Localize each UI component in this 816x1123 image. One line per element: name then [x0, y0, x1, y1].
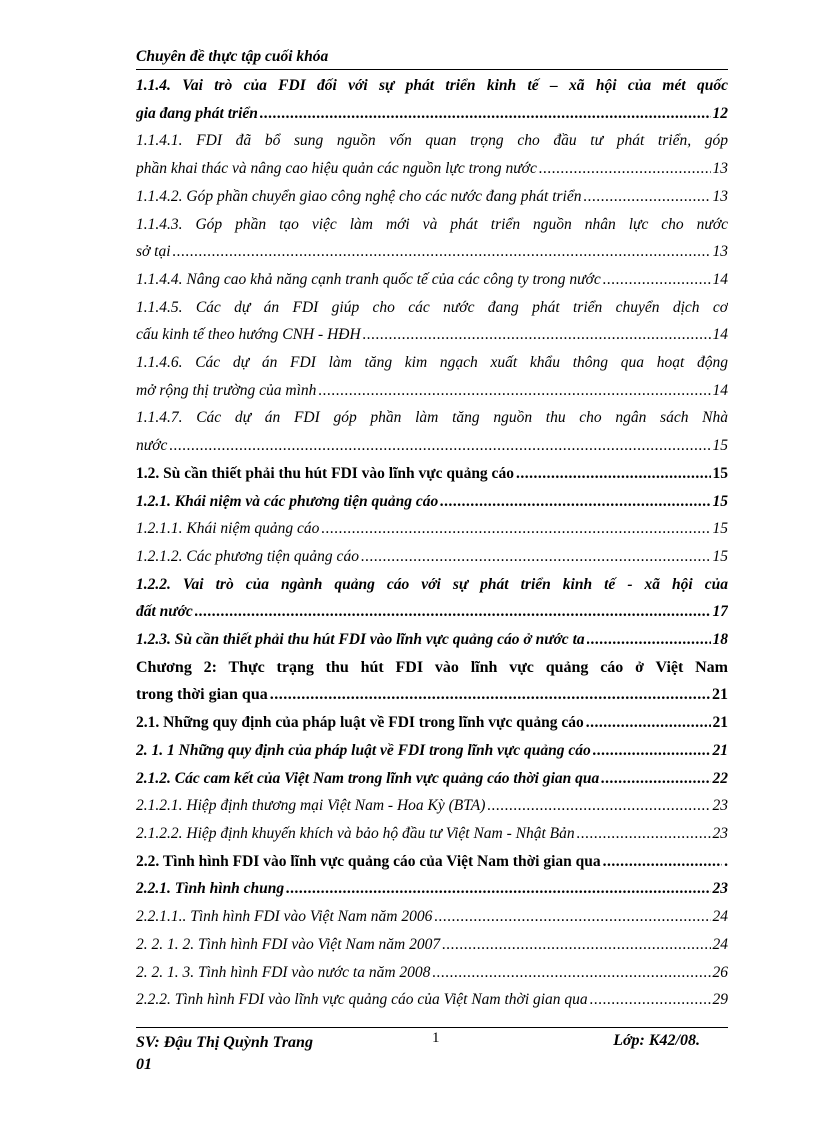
toc-entry	[136, 571, 728, 626]
toc-leader-dots	[603, 848, 723, 876]
toc-leader-dots	[487, 792, 710, 820]
toc-entry-text: 1.1.4.6. Các dự án FDI làm tăng kim ngạch xuất khẩu thông qua hoạt động	[136, 354, 728, 372]
toc-entry-text: 2. 2. 1. 2. Tình hình FDI vào Việt Nam năm 2007	[136, 935, 441, 953]
toc-entry	[136, 72, 728, 127]
toc-entry	[136, 404, 728, 459]
footer-class: Lớp: K42/08.	[613, 1032, 700, 1049]
toc-entry-text: 2.1.2.1. Hiệp định thương mại Việt Nam - Hoa Kỳ (BTA)	[136, 797, 486, 815]
toc-leader-dots	[270, 681, 710, 709]
toc-page-number: 14	[712, 270, 728, 288]
toc-leader-dots	[516, 460, 711, 488]
toc-entry	[136, 848, 728, 876]
toc-entry-text: 2.1. Những quy định của pháp luật về FDI trong lĩnh vực quảng cáo	[136, 714, 584, 732]
toc-page-number: 24	[712, 908, 728, 926]
toc-leader-dots	[587, 626, 711, 654]
toc-entry-text: 1.2.1.2. Các phương tiện quảng cáo	[136, 547, 359, 565]
toc-leader-dots	[361, 543, 711, 571]
toc-entry-text: Chương 2: Thực trạng thu hút FDI vào lĩnh vực quảng cáo ở Việt Nam	[136, 658, 728, 676]
toc-entry-text: 1.1.4.2. Góp phần chuyển giao công nghệ cho các nước đang phát triển	[136, 187, 582, 205]
toc-leader-dots	[318, 377, 710, 405]
toc-page-number: .	[724, 852, 728, 870]
table-of-contents	[136, 72, 728, 1014]
toc-entry-text: 2.1.2.2. Hiệp định khuyến khích và bảo hộ đầu tư Việt Nam - Nhật Bản	[136, 824, 575, 842]
toc-page-number: 29	[712, 991, 728, 1009]
toc-entry-text: 1.2.2. Vai trò của ngành quảng cáo với sự phát triển kinh tế - xã hội của	[136, 575, 728, 593]
toc-leader-dots	[590, 986, 711, 1014]
footer-student-name: SV: Đậu Thị Quỳnh Trang	[136, 1034, 313, 1051]
toc-entry	[136, 127, 728, 182]
toc-leader-dots	[583, 183, 710, 211]
toc-entry	[136, 875, 728, 903]
toc-entry	[136, 820, 728, 848]
toc-leader-dots	[260, 100, 711, 128]
footer-student	[136, 1032, 313, 1076]
toc-leader-dots	[286, 875, 710, 903]
toc-entry	[136, 654, 728, 709]
toc-entry-text: 2.2.1.1.. Tình hình FDI vào Việt Nam năm 2006	[136, 908, 433, 926]
toc-leader-dots	[593, 737, 711, 765]
toc-page-number: 15	[712, 464, 728, 482]
toc-page-number: 21	[712, 686, 728, 704]
toc-entry-text: mở rộng thị trường của mình	[136, 381, 317, 399]
toc-page-number: 21	[712, 741, 728, 759]
toc-entry-text: phần khai thác và nâng cao hiệu quản các nguồn lực trong nước	[136, 160, 537, 178]
toc-leader-dots	[586, 709, 711, 737]
toc-entry	[136, 792, 728, 820]
toc-leader-dots	[195, 598, 711, 626]
toc-leader-dots	[577, 820, 711, 848]
toc-entry-text: 2.2. Tình hình FDI vào lĩnh vực quảng cáo của Việt Nam thời gian qua	[136, 852, 601, 870]
toc-page-number: 13	[712, 187, 728, 205]
toc-entry	[136, 183, 728, 211]
toc-leader-dots	[434, 903, 710, 931]
toc-entry-text: 2. 2. 1. 3. Tình hình FDI vào nước ta năm 2008	[136, 963, 431, 981]
toc-page-number: 21	[712, 714, 728, 732]
toc-entry	[136, 349, 728, 404]
toc-entry-text: 1.2. Sù cần thiết phải thu hút FDI vào lĩnh vực quảng cáo	[136, 464, 514, 482]
toc-page-number: 14	[712, 326, 728, 344]
toc-entry-text: sở tại	[136, 243, 171, 261]
toc-entry-text: 1.1.4. Vai trò của FDI đối với sự phát triển kinh tế – xã hội của mét quốc	[136, 77, 728, 94]
toc-entry	[136, 959, 728, 987]
toc-leader-dots	[432, 959, 710, 987]
toc-leader-dots	[539, 155, 711, 183]
footer-rule	[136, 1027, 728, 1028]
toc-entry	[136, 765, 728, 793]
toc-leader-dots	[603, 266, 711, 294]
toc-page-number: 15	[712, 547, 728, 565]
toc-page-number: 18	[712, 631, 728, 649]
toc-entry-text: 2.2.1. Tình hình chung	[136, 880, 285, 898]
toc-page-number: 22	[712, 769, 728, 787]
toc-page-number: 15	[712, 520, 728, 538]
toc-leader-dots	[169, 432, 710, 460]
toc-entry	[136, 737, 728, 765]
toc-entry-text: đất nước	[136, 603, 193, 621]
toc-entry-text: 2.1.2. Các cam kết của Việt Nam trong lĩnh vực quảng cáo thời gian qua	[136, 769, 600, 787]
toc-page-number: 17	[712, 603, 728, 621]
toc-page-number: 13	[712, 160, 728, 178]
toc-entry	[136, 488, 728, 516]
toc-entry-text: trong thời gian qua	[136, 686, 268, 704]
header-title: Chuyên đề thực tập cuối khóa	[136, 48, 329, 65]
header-rule	[136, 69, 728, 70]
toc-entry	[136, 266, 728, 294]
document-page	[136, 0, 728, 1123]
toc-leader-dots	[173, 238, 711, 266]
toc-entry-text: 1.1.4.5. Các dự án FDI giúp cho các nước đang phát triển chuyển dịch cơ	[136, 298, 728, 316]
toc-entry	[136, 515, 728, 543]
toc-leader-dots	[321, 515, 710, 543]
toc-entry	[136, 626, 728, 654]
toc-entry-text: 1.1.4.1. FDI đã bổ sung nguồn vốn quan trọng cho đầu tư phát triển, góp	[136, 132, 728, 150]
toc-leader-dots	[601, 765, 710, 793]
toc-page-number: 23	[712, 880, 728, 898]
toc-page-number: 13	[712, 243, 728, 261]
toc-entry-text: 1.1.4.3. Góp phần tạo việc làm mới và phát triển nguồn nhân lực cho nước	[136, 215, 728, 233]
toc-entry	[136, 986, 728, 1014]
toc-page-number: 15	[712, 492, 728, 510]
toc-entry-text: 1.2.3. Sù cần thiết phải thu hút FDI vào lĩnh vực quảng cáo ở nước ta	[136, 631, 585, 649]
toc-page-number: 23	[712, 824, 728, 842]
toc-entry-text: nước	[136, 437, 168, 455]
toc-page-number: 24	[712, 935, 728, 953]
toc-page-number: 23	[712, 797, 728, 815]
page-number: 1	[432, 1030, 440, 1046]
toc-entry	[136, 543, 728, 571]
toc-entry-text: 1.1.4.4. Nâng cao khả năng cạnh tranh quốc tế của các công ty trong nước	[136, 270, 601, 288]
toc-entry-text: 1.2.1. Khái niệm và các phương tiện quảng cáo	[136, 492, 439, 510]
toc-entry-text: 2. 1. 1 Những quy định của pháp luật về FDI trong lĩnh vực quảng cáo	[136, 741, 591, 759]
toc-entry	[136, 903, 728, 931]
toc-entry-text: 2.2.2. Tình hình FDI vào lĩnh vực quảng cáo của Việt Nam thời gian qua	[136, 991, 588, 1009]
toc-leader-dots	[363, 321, 711, 349]
toc-entry	[136, 294, 728, 349]
toc-page-number: 14	[712, 381, 728, 399]
toc-entry	[136, 211, 728, 266]
toc-entry	[136, 709, 728, 737]
toc-page-number: 26	[712, 963, 728, 981]
toc-entry-text: 1.2.1.1. Khái niệm quảng cáo	[136, 520, 320, 538]
footer-student-cont: 01	[136, 1056, 152, 1073]
toc-leader-dots	[442, 931, 710, 959]
toc-page-number: 15	[712, 437, 728, 455]
toc-page-number: 12	[712, 104, 728, 122]
toc-entry-text: gia đang phát triển	[136, 104, 258, 122]
toc-entry-text: cấu kinh tế theo hướng CNH - HĐH	[136, 326, 361, 344]
toc-entry-text: 1.1.4.7. Các dự án FDI góp phần làm tăng nguồn thu cho ngân sách Nhà	[136, 409, 728, 427]
toc-leader-dots	[440, 488, 710, 516]
toc-entry	[136, 460, 728, 488]
toc-entry	[136, 931, 728, 959]
